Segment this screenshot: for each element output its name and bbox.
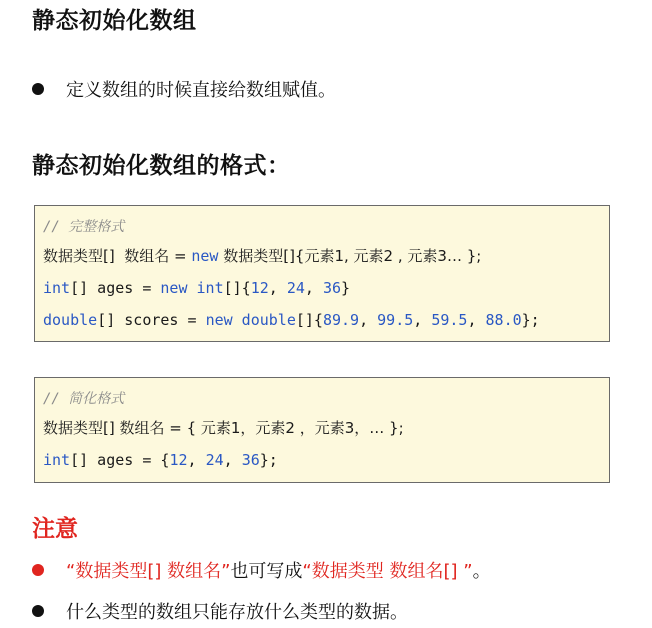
code-comment: // 简化格式 xyxy=(43,391,125,407)
code-number: 99.5 xyxy=(377,311,414,329)
simplified-format-code-box xyxy=(34,377,610,483)
code-text: []{ xyxy=(295,311,323,329)
code-type: int xyxy=(187,279,224,297)
code-type: int xyxy=(43,451,71,469)
definition-text: 定义数组的时候直接给数组赋值。 xyxy=(66,80,336,101)
code-text: [] scores = xyxy=(97,311,206,329)
definition-bullet xyxy=(32,76,336,102)
code-line-double-example xyxy=(43,304,601,336)
code-comment: // 完整格式 xyxy=(43,219,125,235)
code-separator: , xyxy=(413,311,432,329)
code-keyword: new xyxy=(205,311,233,329)
full-format-code-box xyxy=(34,205,610,342)
code-line-generic: 数据类型[] 数组名 = { 元素1，元素2 ，元素3，… }; xyxy=(43,419,404,437)
code-text: [] ages = xyxy=(70,279,161,297)
code-number: 59.5 xyxy=(431,311,468,329)
code-separator: , xyxy=(187,451,206,469)
code-line-generic xyxy=(43,240,601,272)
note-heading: 注意 xyxy=(32,516,78,542)
code-number: 24 xyxy=(286,279,305,297)
section-heading: 静态初始化数组的格式： xyxy=(32,153,291,179)
code-text: }; xyxy=(521,311,540,329)
code-line-int-example xyxy=(43,444,601,476)
code-number: 24 xyxy=(205,451,224,469)
code-text: [] ages = { xyxy=(70,451,170,469)
note-quote: “数据类型 数组名[] ” xyxy=(302,561,473,582)
code-number: 36 xyxy=(241,451,260,469)
code-separator: , xyxy=(223,451,242,469)
code-number: 89.9 xyxy=(322,311,360,329)
code-separator: , xyxy=(268,279,287,297)
code-type: double xyxy=(232,311,296,329)
code-text: 数据类型[]{元素1, 元素2 , 元素3… }; xyxy=(218,247,482,265)
code-keyword: new xyxy=(160,279,188,297)
bullet-dot-icon xyxy=(32,564,44,576)
bullet-dot-icon xyxy=(32,83,44,95)
code-number: 36 xyxy=(322,279,342,297)
code-line-int-example xyxy=(43,272,601,304)
note-bullet-alternative-syntax xyxy=(32,557,491,583)
code-text: 数据类型[] 数组名 = xyxy=(43,247,192,265)
code-type: double xyxy=(43,311,98,329)
code-separator: , xyxy=(304,279,323,297)
code-number: 88.0 xyxy=(485,311,522,329)
code-separator: , xyxy=(359,311,378,329)
note-text: 也可写成 xyxy=(230,561,303,582)
code-number: 12 xyxy=(250,279,269,297)
code-text: }; xyxy=(259,451,278,469)
code-text: } xyxy=(341,279,351,297)
note-quote: “数据类型[] 数组名” xyxy=(66,561,231,582)
code-text: []{ xyxy=(223,279,251,297)
code-type: int xyxy=(43,279,71,297)
note-bullet-type-rule xyxy=(32,598,408,624)
code-number: 12 xyxy=(169,451,188,469)
code-separator: , xyxy=(467,311,486,329)
bullet-dot-icon xyxy=(32,605,44,617)
note-text: 什么类型的数组只能存放什么类型的数据。 xyxy=(66,602,408,623)
note-text: 。 xyxy=(472,561,491,582)
code-keyword: new xyxy=(191,247,219,265)
page-title: 静态初始化数组 xyxy=(32,8,197,34)
